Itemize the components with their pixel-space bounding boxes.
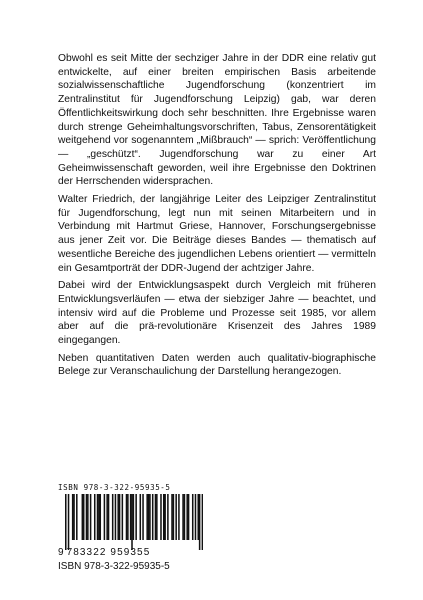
barcode-bar [118, 494, 120, 540]
barcode-bar [164, 494, 166, 540]
barcode-bar [163, 494, 165, 540]
barcode-bar [171, 494, 173, 540]
paragraph-1: Obwohl es seit Mitte der sechziger Jahre in der DDR eine relativ gut entwickelte, auf einer breiten empirischen Basis arbeitende sozialwissenschaftliche Jugendforschung (konzentriert im Zentralinstitut für Jugendforschung Leipzig) gab, war deren Öffentlichkeitswirkung doch sehr beschnitten. Ihre Ergebnisse waren durch strenge Geheimhaltungsvorschriften, Tabus, Zensorentätigkeit weitgehend vor sogenanntem „Mißbrauch“ — sprich: Veröffentlichung — „geschützt“. Jugendforschung war zu einer Art Geheimwissenschaft geworden, weil ihre Ergebnisse den Doktrinen der Herrschenden widersprachen. [58, 53, 376, 188]
barcode-bar [131, 494, 133, 550]
barcode-bar [139, 494, 141, 540]
isbn-bottom-label: ISBN 978-3-322-95935-5 [58, 561, 170, 572]
barcode-bar [83, 494, 85, 540]
barcode-bar [127, 494, 129, 540]
paragraph-4: Neben quantitativen Daten werden auch qualitativ-biographische Belege zur Veranschaulichung der Darstellung herangezogen. [58, 352, 376, 378]
barcode-bar [121, 494, 123, 540]
barcode-bar [142, 494, 144, 540]
barcode-lead-digit: 9 [58, 547, 64, 558]
barcode-bar [129, 494, 131, 540]
paragraph-3: Dabei wird der Entwicklungsaspekt durch Vergleich mit früheren Entwicklungsverläufen — etwa der siebziger Jahre — beachtet, und intensiv wird auf die Probleme und Prozesse seit 1985, vor allem aber auf die prä-revolutionäre Krisenzeit des Jahres 1989 eingegangen. [58, 280, 376, 347]
barcode-bars [65, 494, 203, 550]
barcode-bar [107, 494, 109, 540]
barcode-bar [149, 494, 151, 540]
barcode-bar [125, 494, 127, 540]
barcode-bar [167, 494, 169, 540]
barcode-bar [94, 494, 96, 540]
barcode-row [58, 494, 208, 558]
barcode-digits: 783322 959355 [66, 547, 151, 558]
paragraph-2: Walter Friedrich, der langjährige Leiter des Leipziger Zentralinstitut für Jugendforschung, legt nun mit seinen Mitarbeitern und in Verbindung mit Hartmut Griese, Hannover, Forschungsergebnisse aus jener Zeit vor. Die Beiträge dieses Bandes — thematisch auf wesentliche Bereiche des jugendlichen Lebens orientiert — vermitteln ein Gesamtporträt der DDR-Jugend der achtziger Jahre. [58, 194, 376, 274]
barcode-bar [65, 494, 67, 550]
barcode-bar [178, 494, 180, 540]
barcode-bar [98, 494, 100, 540]
barcode-bar [160, 494, 162, 540]
barcode-bar [103, 494, 105, 540]
barcode-bar [194, 494, 196, 540]
barcode-bar [201, 494, 202, 550]
barcode-bar [87, 494, 89, 540]
barcode-bar [187, 494, 189, 540]
barcode-bar [111, 494, 113, 540]
barcode-bar [197, 494, 199, 540]
barcode-bar [76, 494, 78, 540]
barcode-bar [89, 494, 91, 540]
barcode [65, 494, 203, 558]
barcode-bar [183, 494, 185, 540]
barcode-bar [192, 494, 194, 540]
barcode-bar [71, 494, 73, 540]
barcode-area [58, 483, 208, 572]
barcode-bar [99, 494, 101, 540]
barcode-bar [81, 494, 83, 540]
barcode-bar [182, 494, 184, 540]
barcode-bar [154, 494, 156, 540]
barcode-bar [175, 494, 177, 540]
isbn-top-label: ISBN 978-3-322-95935-5 [58, 483, 171, 492]
barcode-bar [73, 494, 75, 540]
barcode-bar [135, 494, 137, 540]
barcode-bar [147, 494, 149, 540]
barcode-bar [117, 494, 119, 540]
barcode-bar [106, 494, 108, 540]
barcode-bar [132, 494, 134, 540]
barcode-bar [186, 494, 188, 540]
barcode-bar [156, 494, 158, 540]
barcode-bar [198, 494, 200, 550]
barcode-bar [114, 494, 116, 540]
barcode-bar [152, 494, 154, 540]
barcode-bar [96, 494, 98, 540]
back-cover-text [58, 52, 376, 383]
barcode-bar [146, 494, 148, 540]
barcode-bar [67, 494, 69, 550]
barcode-bar [172, 494, 174, 540]
barcode-bar [85, 494, 87, 540]
